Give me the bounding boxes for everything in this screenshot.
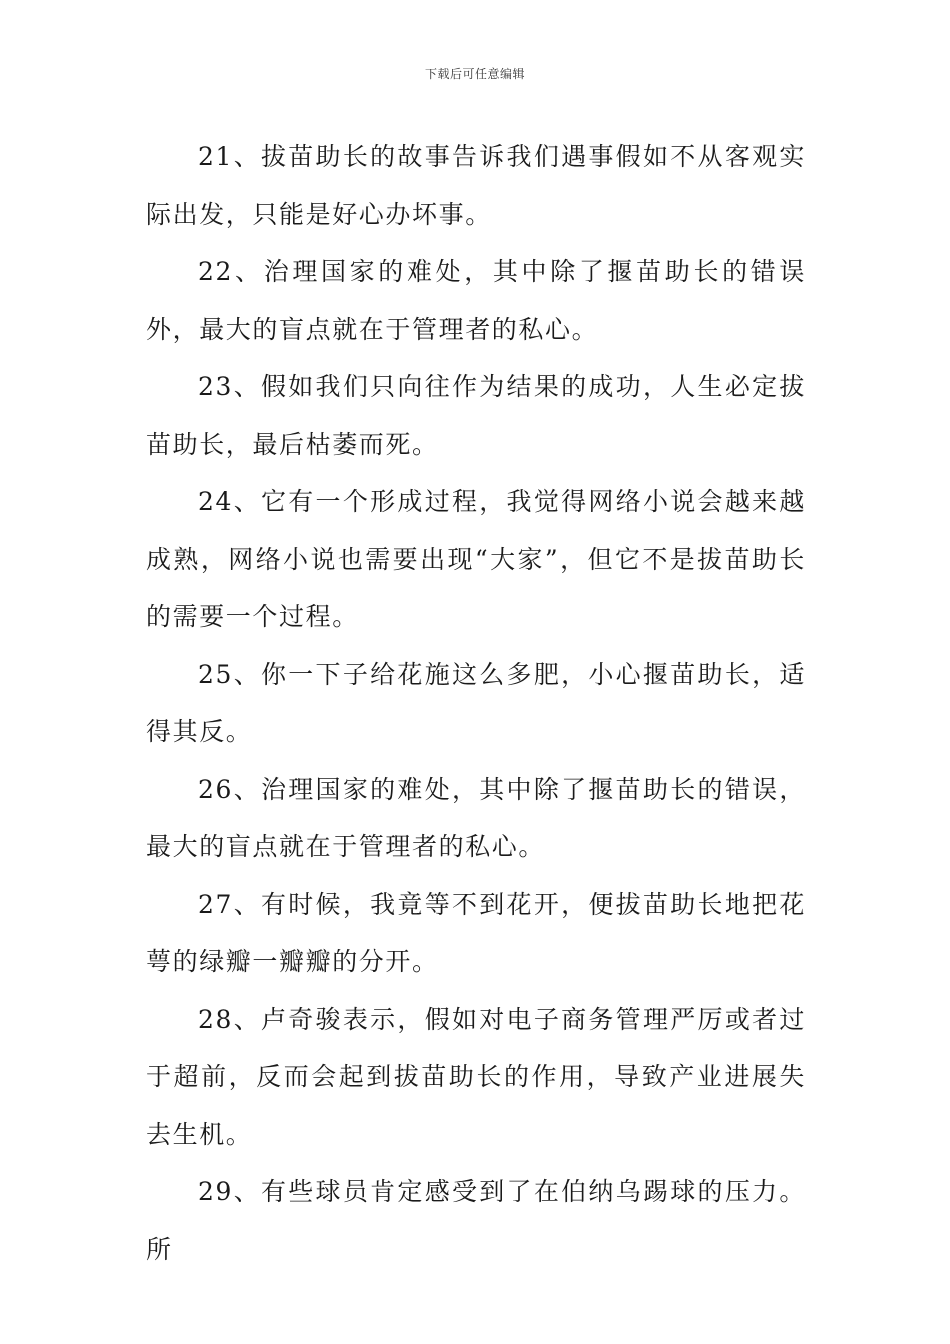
document-body bbox=[146, 128, 806, 1278]
paragraph-28: 28、卢奇骏表示，假如对电子商务管理严厉或者过于超前，反而会起到拔苗助长的作用，导致产业进展失去生机。 bbox=[146, 1004, 806, 1149]
page-header-note: 下载后可任意编辑 bbox=[424, 67, 525, 81]
paragraph-25: 25、你一下子给花施这么多肥，小心揠苗助长，适得其反。 bbox=[146, 659, 806, 746]
paragraph-23: 23、假如我们只向往作为结果的成功，人生必定拔苗助长，最后枯萎而死。 bbox=[146, 372, 806, 459]
paragraph-27: 27、有时候，我竟等不到花开，便拔苗助长地把花萼的绿瓣一瓣瓣的分开。 bbox=[146, 889, 806, 976]
paragraph-26: 26、治理国家的难处，其中除了揠苗助长的错误，最大的盲点就在于管理者的私心。 bbox=[146, 774, 806, 861]
paragraph-21: 21、拔苗助长的故事告诉我们遇事假如不从客观实际出发，只能是好心办坏事。 bbox=[146, 142, 806, 229]
paragraph-24: 24、它有一个形成过程，我觉得网络小说会越来越成熟，网络小说也需要出现“大家”，但它不是拔苗助长的需要一个过程。 bbox=[146, 487, 806, 631]
paragraph-29: 29、有些球员肯定感受到了在伯纳乌踢球的压力。所 bbox=[146, 1177, 806, 1264]
paragraph-22: 22、治理国家的难处，其中除了揠苗助长的错误外，最大的盲点就在于管理者的私心。 bbox=[146, 257, 806, 344]
